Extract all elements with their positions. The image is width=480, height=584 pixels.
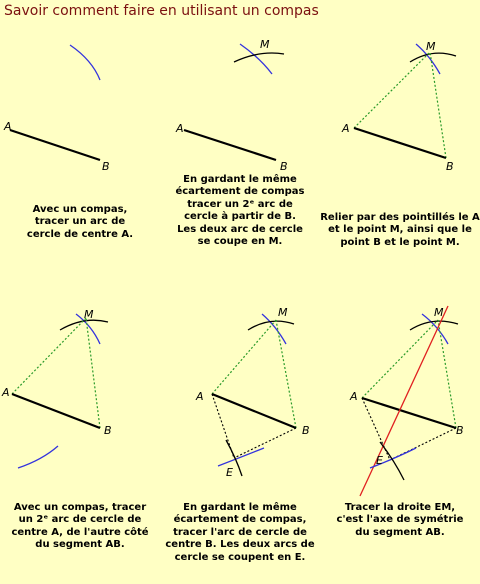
step-6-drawing	[320, 300, 480, 490]
dotted-line-am	[12, 318, 86, 394]
segment-ab	[212, 394, 296, 428]
label-b: B	[104, 424, 112, 437]
label-a: A	[342, 122, 350, 135]
label-a: A	[2, 386, 10, 399]
step-1-caption: Avec un compas, tracer un arc de cercle de centre A.	[26, 204, 134, 240]
label-b: B	[302, 424, 310, 437]
dotted-line-be	[234, 428, 296, 458]
label-a: A	[176, 122, 184, 135]
label-b: B	[280, 160, 288, 173]
label-m: M	[434, 306, 444, 319]
segment-ab	[362, 398, 456, 428]
arc-center-a-bottom	[218, 448, 264, 466]
step-2-caption: En gardant le même écartement de compas tracer un 2ᵉ arc de cercle à partir de B. Les deux arc de cercle se coupe en M.	[175, 174, 305, 248]
label-b: B	[456, 424, 464, 437]
step-1-drawing	[0, 30, 160, 180]
step-3-drawing	[320, 30, 480, 180]
label-e: E	[226, 466, 233, 479]
label-m: M	[84, 308, 94, 321]
label-a: A	[4, 120, 12, 133]
arc-center-b	[410, 53, 456, 62]
step-2-drawing	[160, 30, 320, 180]
step-5-drawing	[160, 300, 320, 490]
step-3-figure	[320, 30, 480, 210]
label-b: B	[102, 160, 110, 173]
label-b: B	[446, 160, 454, 173]
dotted-line-bm	[276, 320, 296, 428]
step-4-caption: Avec un compas, tracer un 2ᵉ arc de cercle de centre A, de l'autre côté du segment AB.	[11, 502, 149, 551]
segment-ab	[184, 130, 276, 160]
step-4-figure	[0, 300, 160, 480]
step-1-figure	[0, 30, 160, 210]
dotted-line-bm	[438, 320, 456, 428]
step-4-drawing	[0, 300, 160, 490]
segment-ab	[10, 130, 100, 160]
step-6-figure	[320, 300, 480, 480]
label-m: M	[426, 40, 436, 53]
segment-ab	[354, 128, 446, 158]
dotted-line-am	[212, 320, 276, 394]
dotted-line-bm	[430, 52, 446, 158]
arc-center-b-bottom	[380, 442, 404, 480]
step-5-caption: En gardant le même écartement de compas, tracer l'arc de cercle de centre B. Les deux arcs de cercle se coupent en E.	[165, 502, 315, 563]
label-m: M	[278, 306, 288, 319]
segment-ab	[12, 394, 100, 428]
dotted-line-am	[362, 320, 438, 398]
step-5-figure	[160, 300, 320, 480]
page-title: Savoir comment faire en utilisant un compas	[4, 3, 319, 19]
dotted-line-am	[354, 52, 430, 128]
arc-center-a-bottom	[18, 446, 58, 468]
step-3-caption: Relier par des pointillés le A et le point M, ainsi que le point B et le point M.	[320, 212, 480, 248]
dotted-line-bm	[86, 318, 100, 428]
label-a: A	[196, 390, 204, 403]
label-a: A	[350, 390, 358, 403]
label-m: M	[260, 38, 270, 51]
step-6-caption: Tracer la droite EM, c'est l'axe de symétrie du segment AB.	[336, 502, 464, 538]
arc-center-a	[70, 45, 100, 80]
arc-center-b	[234, 53, 284, 62]
label-e: E	[376, 454, 383, 467]
